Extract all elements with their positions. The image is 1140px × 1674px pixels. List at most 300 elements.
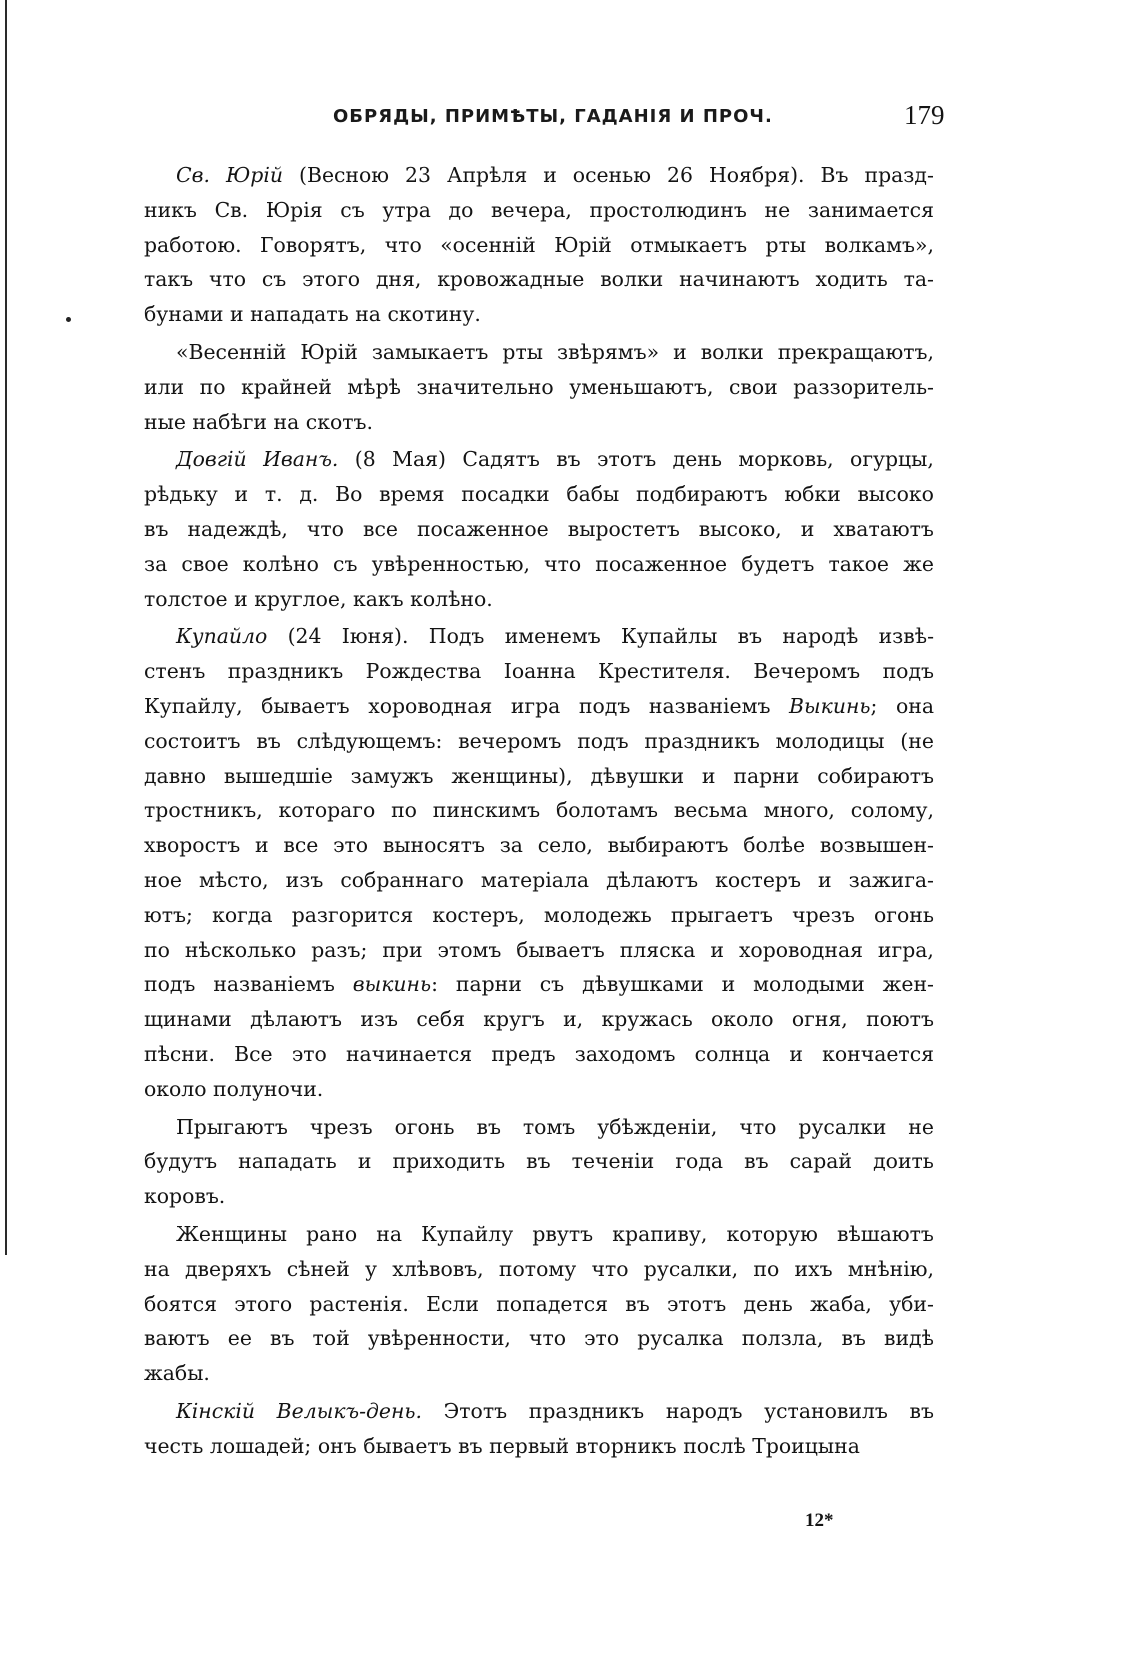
word: посаженное — [416, 516, 549, 541]
word: лошадей; — [209, 1433, 312, 1458]
word: чрезъ — [792, 902, 855, 927]
word: село, — [537, 833, 593, 858]
word: около — [711, 1007, 774, 1032]
italic-word: Выкинь — [789, 693, 871, 718]
word: собраннаго — [340, 867, 464, 892]
word: огонь — [874, 902, 934, 927]
text-line — [144, 724, 934, 759]
italic-word: выкинь — [352, 972, 432, 997]
word: попадется — [496, 1291, 609, 1316]
text-line — [144, 405, 934, 440]
word: разгорится — [291, 902, 414, 927]
word: Іюня). — [341, 624, 409, 649]
word: изъ — [285, 867, 324, 892]
word: на — [376, 1221, 403, 1246]
word: на — [273, 409, 300, 434]
word: прекращаютъ, — [777, 339, 934, 364]
word: подъ — [577, 728, 629, 753]
word: въ — [841, 1326, 866, 1351]
word: 26 — [667, 163, 693, 187]
word: коровъ. — [144, 1184, 226, 1209]
word: что — [306, 516, 344, 541]
text-line — [144, 1037, 934, 1072]
word: Въ — [820, 163, 849, 187]
word: и — [234, 482, 249, 507]
word: солнца — [694, 1041, 771, 1066]
word: бываетъ — [363, 1433, 452, 1458]
word: подбираютъ — [636, 482, 768, 507]
text-line — [144, 793, 934, 828]
word: теченіи — [571, 1149, 655, 1174]
word: бунами — [144, 302, 224, 327]
word: д. — [299, 482, 319, 507]
word: вѣшаютъ — [837, 1221, 934, 1246]
word: ное — [144, 867, 182, 892]
signature-mark: 12* — [805, 1510, 834, 1531]
word: хороводная — [738, 937, 863, 962]
word: Во — [335, 482, 363, 507]
word: разъ; — [311, 937, 368, 962]
word: дѣвушками — [582, 972, 704, 997]
word: матеріала — [480, 867, 590, 892]
word: что — [208, 267, 247, 292]
word: и — [789, 1041, 803, 1066]
word: и — [800, 516, 815, 541]
word: въ — [526, 1149, 551, 1174]
word: все — [362, 516, 398, 541]
word: мѣрѣ — [347, 374, 401, 399]
word: въ — [625, 1291, 650, 1316]
word: и — [255, 833, 269, 858]
word: Купайлу — [421, 1221, 514, 1246]
text-line — [144, 370, 934, 405]
text-line — [144, 759, 934, 794]
word: за — [144, 551, 168, 576]
word: ихъ — [794, 1256, 833, 1281]
word: такое — [828, 551, 889, 576]
word: убѣжденіи, — [597, 1114, 718, 1139]
word: начинаютъ — [679, 267, 800, 292]
word: праздникъ — [227, 659, 344, 684]
word: зажига- — [848, 867, 934, 892]
word: русалка — [637, 1326, 724, 1351]
word: что — [529, 1326, 567, 1351]
text-line — [144, 1394, 934, 1429]
word: хлѣвовъ, — [392, 1256, 484, 1281]
word: «осенній — [440, 232, 536, 257]
word: или — [144, 374, 185, 399]
italic-word: Кінскій — [176, 1398, 255, 1423]
word: начинается — [345, 1041, 473, 1066]
word-group — [353, 967, 438, 1002]
text-line — [144, 477, 934, 512]
word: день — [672, 447, 722, 472]
word: не — [908, 1114, 934, 1139]
word: Вечеромъ — [753, 659, 861, 684]
text-line — [144, 547, 934, 582]
word: подъ — [882, 659, 934, 684]
word: ваютъ — [144, 1326, 210, 1351]
word: Юрій — [554, 232, 612, 257]
word: извѣ- — [878, 624, 934, 649]
text-line — [144, 1110, 934, 1145]
word: Юрій — [300, 339, 358, 364]
word: въ — [269, 1326, 295, 1351]
word: томъ — [522, 1114, 576, 1139]
word: названіемъ — [648, 693, 771, 718]
text-line — [144, 158, 934, 193]
word: въ — [476, 1114, 501, 1139]
word: бабы — [566, 482, 620, 507]
word: жаба, — [810, 1291, 872, 1316]
word: дѣлаютъ — [606, 867, 699, 892]
word: вышедшіе — [223, 763, 333, 788]
word: Этотъ — [443, 1398, 508, 1423]
word: у — [364, 1256, 377, 1281]
italic-word: Св. — [176, 163, 210, 187]
word: никъ — [144, 197, 197, 222]
text-line — [144, 297, 934, 332]
word: кругъ — [483, 1007, 545, 1032]
word: и — [543, 163, 557, 187]
word: ные — [144, 409, 186, 434]
word: по — [391, 798, 417, 823]
word: и — [230, 302, 244, 327]
italic-word: Купайло — [176, 624, 268, 649]
word: Говорятъ, — [260, 232, 367, 257]
word: жабы. — [144, 1361, 210, 1386]
text-line — [144, 1144, 934, 1179]
word: болотамъ — [555, 798, 659, 823]
word: Женщины — [176, 1221, 287, 1246]
text-line — [144, 828, 934, 863]
text-line — [144, 863, 934, 898]
word: на — [355, 302, 381, 327]
word: ютъ; — [144, 902, 193, 927]
word: Св. — [214, 197, 249, 222]
word: мѣсто, — [198, 867, 269, 892]
word: изъ — [360, 1007, 399, 1032]
word: высоко, — [698, 516, 782, 541]
word: стенъ — [144, 659, 206, 684]
word: дверяхъ — [185, 1256, 272, 1281]
word: раззоритель- — [793, 374, 934, 399]
word: Рождества — [365, 659, 482, 684]
word: Прыгаютъ — [176, 1114, 288, 1139]
word: праздникъ — [644, 728, 760, 753]
page-number: 179 — [904, 100, 945, 130]
word: заходомъ — [574, 1041, 676, 1066]
word: до — [448, 197, 474, 222]
word: которую — [726, 1221, 818, 1246]
word: костеръ — [715, 867, 801, 892]
word: этомъ — [437, 937, 502, 962]
word: кровожадные — [437, 267, 585, 292]
word: огурцы, — [850, 447, 934, 472]
word: сарай — [789, 1149, 853, 1174]
word: хороводная — [368, 693, 493, 718]
word: скотину. — [387, 302, 481, 327]
word: работою. — [144, 232, 242, 257]
word: предъ — [491, 1041, 556, 1066]
paragraph — [144, 619, 934, 1106]
text-line — [144, 967, 934, 1002]
word: этотъ — [597, 447, 657, 472]
word: въ — [909, 1398, 934, 1423]
word: и — [710, 937, 724, 962]
word: за — [499, 833, 523, 858]
word: возвышен- — [819, 833, 934, 858]
word: съ — [340, 197, 365, 222]
word: «Весенній — [176, 339, 287, 364]
word: Все — [234, 1041, 273, 1066]
word: круглое, — [254, 586, 347, 611]
word: молодыми — [753, 972, 865, 997]
word: рты — [765, 232, 807, 257]
text-line — [144, 1429, 934, 1464]
word: жен- — [882, 972, 934, 997]
text-line — [144, 1179, 934, 1214]
word: весьма — [673, 798, 748, 823]
word: боятся — [144, 1291, 217, 1316]
word: рвутъ — [532, 1221, 594, 1246]
word: пляска — [619, 937, 696, 962]
word: волкамъ», — [824, 232, 934, 257]
word: и — [721, 972, 736, 997]
word: : — [431, 972, 438, 997]
word: подъ — [144, 972, 196, 997]
word: ; — [870, 693, 878, 718]
word: Троицына — [752, 1433, 860, 1458]
word: на — [144, 1256, 170, 1281]
paragraph — [144, 158, 934, 332]
word: солому, — [850, 798, 934, 823]
word: крапиву, — [612, 1221, 708, 1246]
word: набѣги — [192, 409, 267, 434]
word: поютъ — [866, 1007, 934, 1032]
word: что — [544, 551, 582, 576]
word: ползла, — [741, 1326, 824, 1351]
word: слѣдующемъ: — [296, 728, 443, 753]
text-line — [144, 262, 934, 297]
word: сѣней — [286, 1256, 350, 1281]
word: хватаютъ — [833, 516, 934, 541]
page-spine-edge — [5, 0, 7, 1255]
word: въ — [144, 516, 169, 541]
word: Апрѣля — [447, 163, 528, 187]
paragraph — [144, 335, 934, 439]
word: свое — [181, 551, 229, 576]
word: праздникъ — [528, 1398, 645, 1423]
word: посаженное — [595, 551, 728, 576]
word: отмыкаетъ — [630, 232, 748, 257]
word: игра — [510, 693, 561, 718]
word: Ноября). — [708, 163, 805, 187]
word: посадки — [461, 482, 550, 507]
word: кончается — [822, 1041, 934, 1066]
word: парни — [733, 763, 800, 788]
word: Іоанна — [503, 659, 576, 684]
word: потому — [498, 1256, 577, 1281]
word: (8 — [354, 447, 376, 472]
word: пѣсни. — [144, 1041, 215, 1066]
word: видѣ — [883, 1326, 934, 1351]
text-line — [144, 335, 934, 370]
paragraph — [144, 1110, 934, 1214]
word: будутъ — [144, 1149, 218, 1174]
text-line — [144, 1287, 934, 1322]
word: будетъ — [741, 551, 815, 576]
word: огня, — [791, 1007, 848, 1032]
word: увѣренностью, — [371, 551, 530, 576]
word: Купайлу, — [144, 693, 243, 718]
word: скотъ. — [305, 409, 373, 434]
word: (не — [900, 728, 934, 753]
text-line — [144, 228, 934, 263]
word: костеръ, — [432, 902, 525, 927]
word: рты — [502, 339, 543, 364]
word: занимается — [807, 197, 934, 222]
running-head: ОБРЯДЫ, ПРИМѢТЫ, ГАДАНІЯ И ПРОЧ. — [333, 106, 773, 127]
word: много, — [763, 798, 835, 823]
word: чрезъ — [309, 1114, 373, 1139]
word: хворостъ — [144, 833, 241, 858]
word: дѣлаютъ — [250, 1007, 343, 1032]
text-line — [144, 1002, 934, 1037]
word: толстое — [144, 586, 228, 611]
word: свои — [728, 374, 778, 399]
word: огонь — [394, 1114, 455, 1139]
word: выростетъ — [567, 516, 680, 541]
word: нападать — [250, 302, 349, 327]
word: Подъ — [428, 624, 485, 649]
word: вечеромъ — [458, 728, 562, 753]
text-line — [144, 1356, 934, 1391]
word: и, — [563, 1007, 584, 1032]
word: (24 — [287, 624, 322, 649]
word: установилъ — [764, 1398, 888, 1423]
word: русалки — [798, 1114, 887, 1139]
word: Крестителя. — [598, 659, 731, 684]
text-line — [144, 654, 934, 689]
word: въ — [458, 1433, 483, 1458]
word: простолюдинъ — [589, 197, 747, 222]
word: это — [291, 1041, 327, 1066]
word: по — [199, 374, 226, 399]
word: Садятъ — [462, 447, 540, 472]
word: 23 — [405, 163, 431, 187]
word: въ — [256, 728, 281, 753]
word: нѣсколько — [184, 937, 297, 962]
word: съ — [261, 267, 287, 292]
word: пинскимъ — [432, 798, 541, 823]
word: этотъ — [666, 1291, 727, 1316]
word: и — [817, 867, 832, 892]
word: все — [283, 833, 319, 858]
word: бываетъ — [516, 937, 605, 962]
text-line — [144, 1072, 934, 1107]
word: по — [144, 937, 170, 962]
word: по — [753, 1256, 780, 1281]
word: осенью — [572, 163, 652, 187]
word: молодежь — [543, 902, 652, 927]
word: Если — [426, 1291, 479, 1316]
word: выбираютъ — [607, 833, 729, 858]
word: честь — [144, 1433, 204, 1458]
word: болѣе — [743, 833, 806, 858]
italic-word: Довгій — [176, 447, 247, 472]
word: день — [743, 1291, 793, 1316]
text-line — [144, 1252, 934, 1287]
word: ее — [227, 1326, 252, 1351]
word: когда — [212, 902, 273, 927]
word: тростникъ, — [144, 798, 263, 823]
word: Юрія — [265, 197, 323, 222]
word: и — [357, 1149, 372, 1174]
word: въ — [744, 1149, 769, 1174]
text-line — [144, 1321, 934, 1356]
word: время — [379, 482, 445, 507]
text-line — [144, 689, 934, 724]
word: и — [701, 763, 716, 788]
paragraph — [144, 1217, 934, 1391]
word: названіемъ — [213, 972, 335, 997]
text-line — [144, 1217, 934, 1252]
word: онъ — [317, 1433, 357, 1458]
word: волки — [600, 267, 664, 292]
word: доить — [873, 1149, 934, 1174]
word: замужъ — [350, 763, 434, 788]
word: именемъ — [504, 624, 601, 649]
word: послѣ — [683, 1433, 746, 1458]
word: котораго — [278, 798, 376, 823]
word: мнѣнію, — [847, 1256, 934, 1281]
word: замыкаетъ — [371, 339, 489, 364]
word: народъ — [665, 1398, 743, 1423]
word: вторникъ — [575, 1433, 677, 1458]
word: это — [584, 1326, 620, 1351]
word: надеждѣ, — [187, 516, 288, 541]
word: какъ — [352, 586, 404, 611]
word: нападать — [238, 1149, 337, 1174]
word: при — [382, 937, 423, 962]
word: бываетъ — [261, 693, 350, 718]
word: рѣдьку — [144, 482, 218, 507]
italic-word: Юрій — [225, 163, 283, 187]
word: и — [234, 586, 248, 611]
word: въ — [556, 447, 581, 472]
text-line — [144, 442, 934, 477]
word: женщины), — [451, 763, 573, 788]
word: т. — [264, 482, 283, 507]
text-line — [144, 193, 934, 228]
word: вечера, — [491, 197, 572, 222]
word: молодицы — [775, 728, 885, 753]
word: уби- — [889, 1291, 934, 1316]
word: состоитъ — [144, 728, 241, 753]
text-line — [144, 933, 934, 968]
word-group — [789, 689, 877, 724]
word: высоко — [857, 482, 934, 507]
word: (Весною — [299, 163, 390, 187]
word: колѣно. — [410, 586, 493, 611]
word: себя — [416, 1007, 465, 1032]
word: этого — [234, 1291, 293, 1316]
paragraph — [144, 1394, 934, 1464]
word: давно — [144, 763, 207, 788]
italic-word: Велыкъ-день. — [276, 1398, 422, 1423]
word: юбки — [784, 482, 841, 507]
